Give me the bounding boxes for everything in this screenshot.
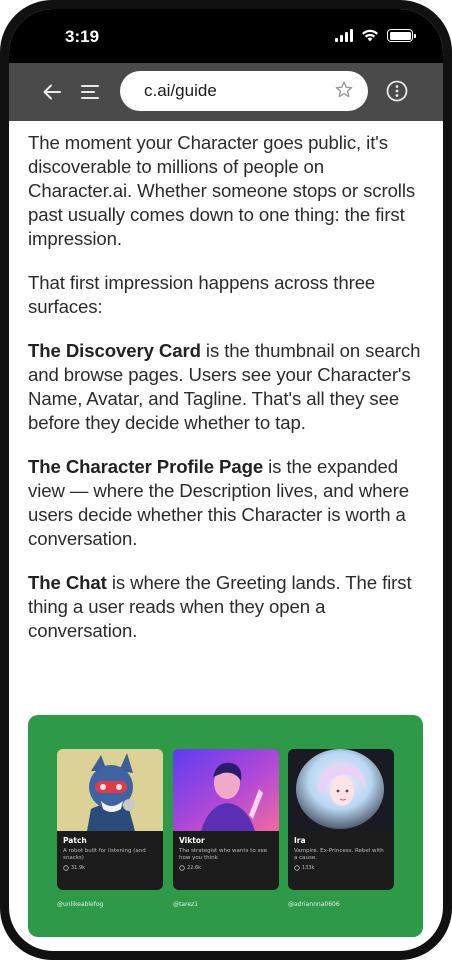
character-card-patch[interactable] [57,749,163,890]
paragraph-surfaces: That first impression happens across three surfaces: [28,272,376,317]
paragraph-intro: The moment your Character goes public, it's discoverable to millions of people on Character.ai. Whether someone stops or scrolls past usually comes down to one thing: the first impression. [28,132,416,249]
card-tagline: The strategist who wants to see how you think [179,848,268,861]
paragraph-discovery-card: The Discovery Card is the thumbnail on search and browse pages. Users see your Character's Name, Avatar, and Tagline. That's all they see before they decide whether to tap. [28,340,421,433]
more-options-button[interactable] [385,79,409,103]
character-card-ira[interactable] [288,749,394,890]
avatar-ira [288,749,394,831]
arrow-left-icon [41,81,63,103]
card-tagline: Vampire. Ex-Princess. Rebel with a cause. [294,848,384,861]
chat-bubble-icon [179,865,185,871]
chat-bubble-icon [63,865,69,871]
card-name: Patch [63,836,87,845]
menu-icon [79,81,101,103]
chat-count: 133k [294,865,388,871]
tabs-menu-button[interactable] [77,79,103,105]
creator-handle[interactable]: @tarez1 [173,901,199,908]
url-text: c.ai/guide [144,81,217,100]
creator-handle[interactable]: @unlikeablefog [57,901,104,908]
browser-toolbar [9,63,443,121]
battery-icon [387,29,413,42]
screen [9,9,443,951]
chat-count: 31.9k [63,865,157,871]
paragraph-chat: The Chat is where the Greeting lands. The first thing a user reads when they open a conversation. [28,572,412,641]
status-time: 3:19 [65,27,100,46]
term-chat: The Chat [28,572,107,593]
address-bar[interactable] [120,71,368,111]
creator-handle[interactable]: @adriannna0606 [288,901,340,908]
signal-icon [335,29,353,42]
more-vertical-icon [385,79,409,103]
back-button[interactable] [39,79,65,105]
card-tagline: A robot built for listening (and snacks) [63,848,146,861]
character-card-viktor[interactable] [173,749,279,890]
term-profile-page: The Character Profile Page [28,456,264,477]
wifi-icon [361,29,379,42]
discovery-cards-showcase [28,715,423,937]
status-bar [9,9,443,63]
status-icons [335,29,413,42]
card-name: Ira [294,836,306,845]
chat-count: 22.6k [179,865,273,871]
term-discovery-card: The Discovery Card [28,340,201,361]
avatar-viktor [173,749,279,831]
article-content [28,131,428,663]
star-icon[interactable] [334,80,354,100]
paragraph-profile-page: The Character Profile Page is the expanded view — where the Description lives, and where users decide whether this Character is worth a conversation. [28,456,409,549]
avatar-patch [57,749,163,831]
card-name: Viktor [179,836,205,845]
chat-bubble-icon [294,865,300,871]
